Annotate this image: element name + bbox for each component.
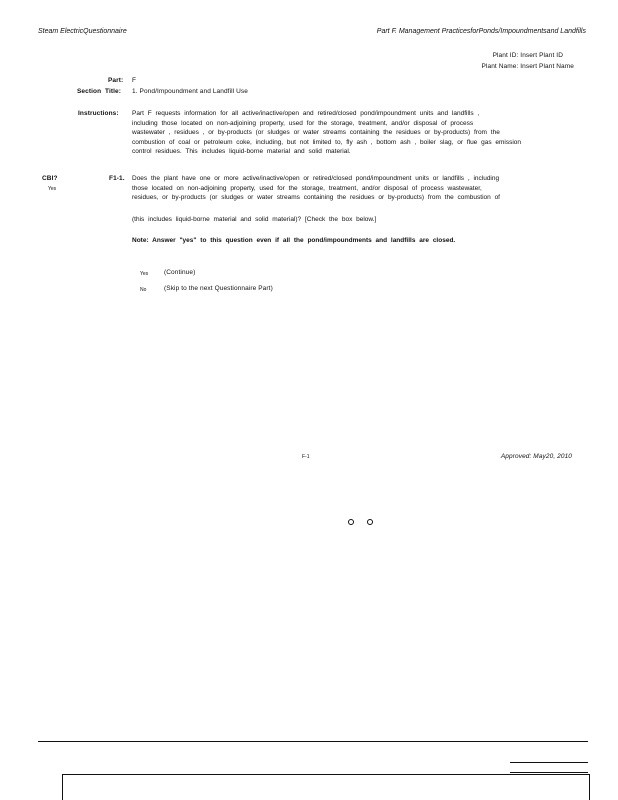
page-number: F-1 xyxy=(302,454,310,460)
short-rule-2 xyxy=(510,772,588,773)
instructions-text xyxy=(132,109,572,157)
question-line: residues, or by-products (or sludges or water streams containing the residues or by-products) from the combustion of xyxy=(132,194,500,201)
option-no-marker[interactable]: No xyxy=(140,287,147,293)
approved-date: Approved: May20, 2010 xyxy=(500,453,572,460)
question-note: Note: Answer "yes" to this question even if all the pond/impoundments and landfills are closed. xyxy=(132,237,456,244)
section-label: Section xyxy=(77,88,102,95)
option-no-text: (Skip to the next Questionnaire Part) xyxy=(164,285,273,292)
question-text xyxy=(132,174,572,203)
instructions-line: combustion of coal or petroleum coke, including, but not limited to, fly ash , bottom ash , boiler slag, or flue gas emission xyxy=(132,138,522,146)
short-rule-1 xyxy=(510,762,588,763)
plant-name: Plant Name: Insert Plant Name xyxy=(481,63,574,70)
question-line: Does the plant have one or more active/inactive/open or retired/closed pond/impoundment units or landfills , including xyxy=(132,175,500,182)
header-right: Part F. Management PracticesforPonds/Impoundmentsand Landfills xyxy=(376,28,586,35)
radio-circle-2[interactable] xyxy=(367,519,373,525)
title-label: Title: xyxy=(105,88,122,95)
instructions-line: control residues. This includes liquid-borne material and solid material. xyxy=(132,148,351,155)
part-label: Part: xyxy=(108,77,124,84)
option-yes-text: (Continue) xyxy=(164,269,196,276)
instructions-line: Part F requests information for all active/inactive/open and retired/closed pond/impoundment units and landfills , xyxy=(132,110,480,117)
question-extra: (this includes liquid-borne material and solid material)? [Check the box below.] xyxy=(132,216,377,223)
section-title-value: 1. Pond/Impoundment and Landfill Use xyxy=(132,88,248,95)
instructions-line: wastewater , residues , or by-products (or sludges or water streams containing the residues or by-products) from the xyxy=(132,129,500,136)
instructions-line: including those located on non-adjoining property, used for the storage, treatment, and/or disposal of process xyxy=(132,119,474,127)
cbi-yes-option[interactable]: Yes xyxy=(48,186,57,192)
plant-id: Plant ID: Insert Plant ID xyxy=(492,52,563,59)
cbi-label: CBI? xyxy=(42,175,58,182)
option-yes-marker[interactable]: Yes xyxy=(140,271,149,277)
header-left: Steam ElectricQuestionnaire xyxy=(38,28,127,35)
question-number: F1-1. xyxy=(109,175,125,182)
radio-circle-1[interactable] xyxy=(348,519,354,525)
part-value: F xyxy=(132,77,137,84)
bottom-box xyxy=(62,774,590,800)
question-line: those located on non-adjoining property, used for the storage, treatment, and/or disposal of process wastewater, xyxy=(132,184,482,192)
instructions-label: Instructions: xyxy=(78,110,119,117)
bottom-rule xyxy=(38,741,588,742)
